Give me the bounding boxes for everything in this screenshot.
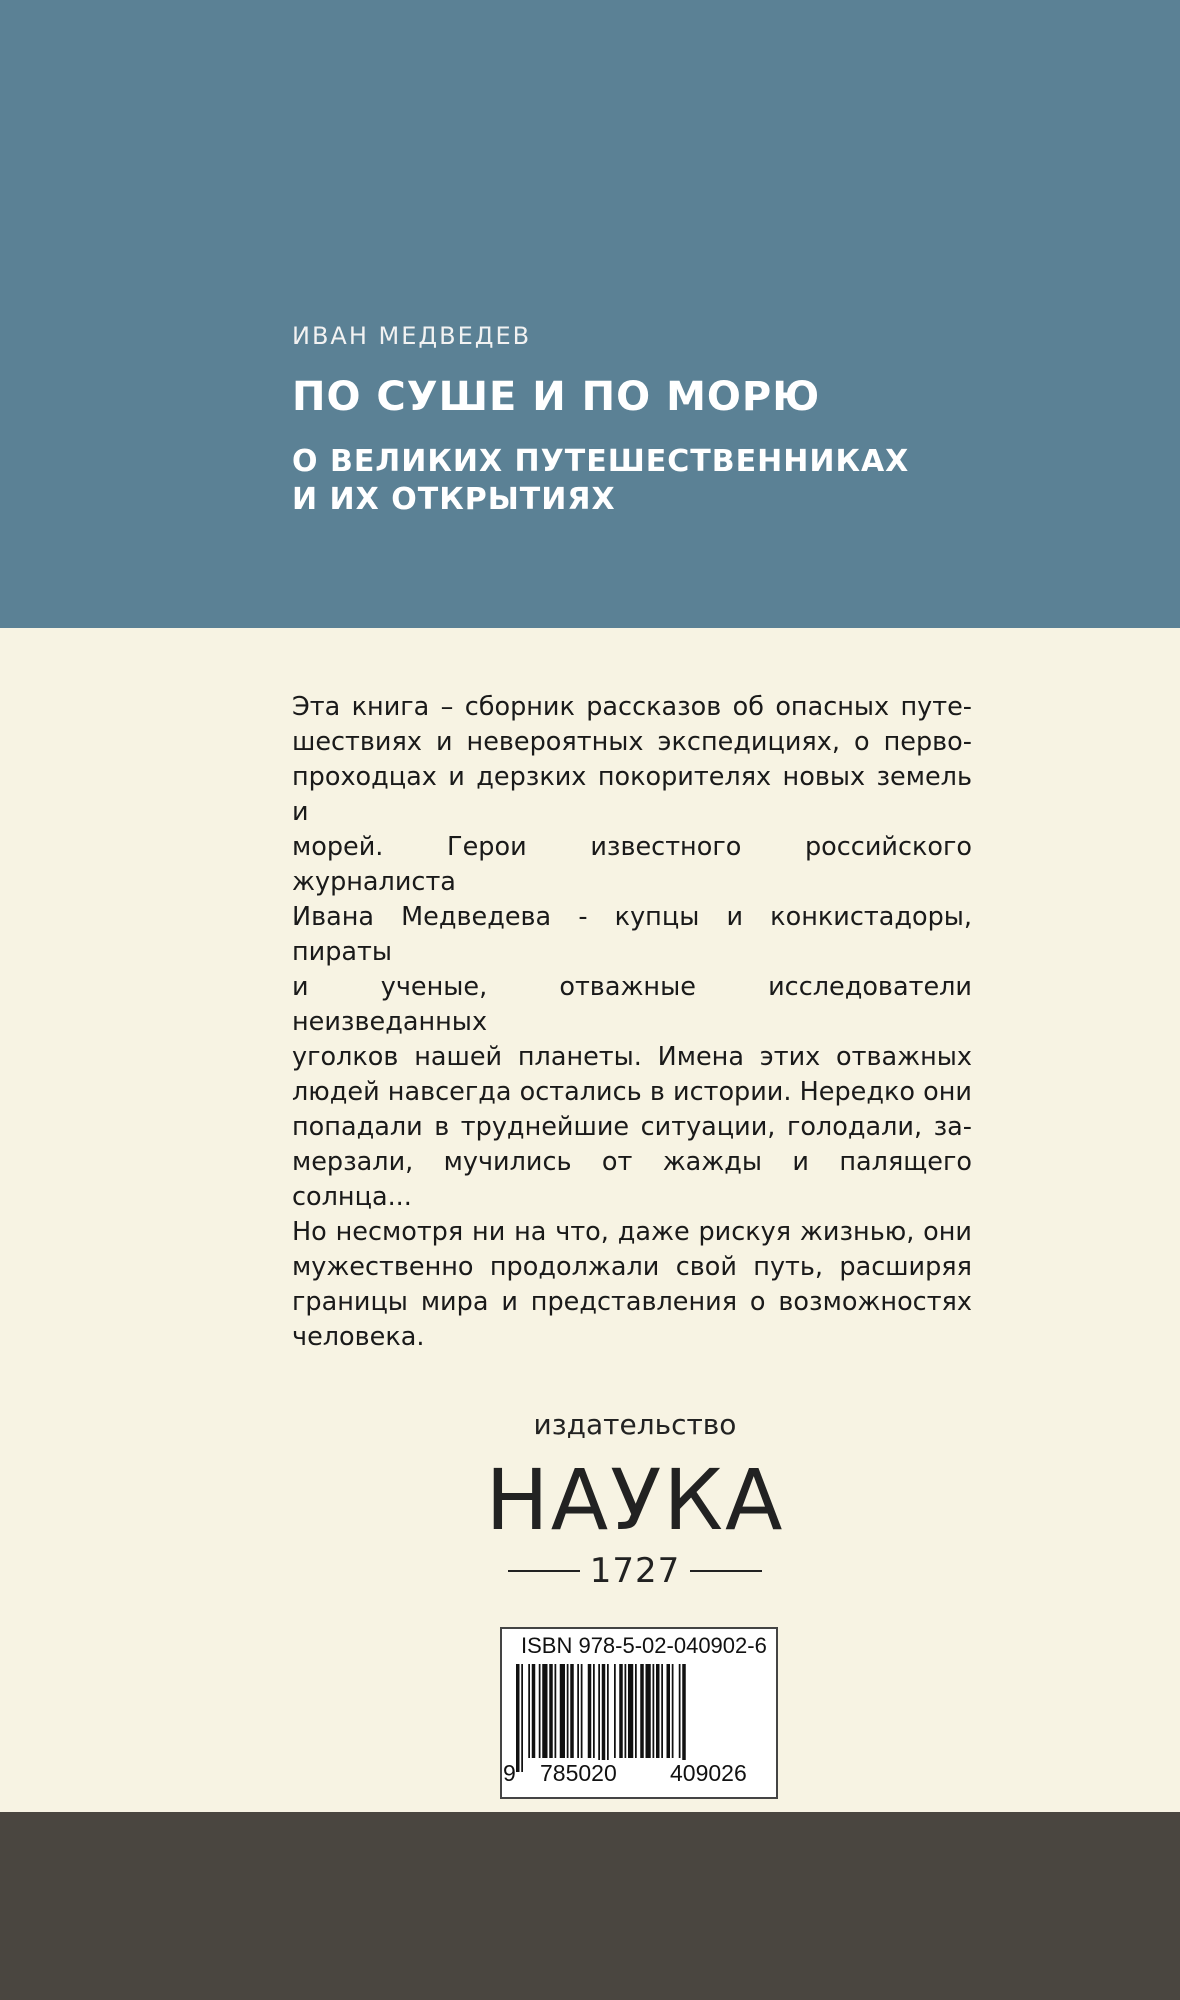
barcode-digits-right: 409026 <box>670 1760 747 1786</box>
isbn-text: ISBN 978-5-02-040902-6 <box>521 1633 767 1658</box>
barcode-bar <box>628 1664 633 1758</box>
barcode-bar <box>635 1664 637 1758</box>
barcode-bar <box>577 1664 579 1758</box>
barcode-bar <box>598 1664 600 1772</box>
barcode-bar <box>567 1664 569 1758</box>
barcode-bar <box>593 1664 595 1758</box>
barcode-bar <box>570 1664 574 1758</box>
description-line: Но несмотря ни на что, даже рискуя жизнью, они <box>292 1217 972 1247</box>
description-line: людей навсегда остались в истории. Нередко они <box>292 1077 972 1107</box>
description-line: попадали в труднейшие ситуации, голодали, за- <box>292 1112 972 1142</box>
description-line: и ученые, отважные исследователи неизведанных <box>292 972 972 1037</box>
description-line: человека. <box>292 1322 425 1352</box>
barcode-bar <box>640 1664 644 1758</box>
barcode-bar <box>607 1664 609 1772</box>
barcode-bar <box>588 1664 592 1758</box>
barcode-bar <box>672 1664 674 1758</box>
barcode-digits-left: 785020 <box>540 1760 617 1786</box>
book-description <box>292 690 972 1355</box>
barcode-bar <box>661 1664 663 1758</box>
year-rule-right <box>690 1570 762 1572</box>
barcode-bar <box>646 1664 651 1758</box>
publisher-label: издательство <box>533 1408 737 1441</box>
barcode-bar <box>614 1664 616 1758</box>
barcode-bar <box>656 1664 660 1758</box>
barcode-bar <box>667 1664 671 1758</box>
description-line: уголков нашей планеты. Имена этих отважных <box>292 1042 972 1072</box>
description-line: проходцах и дерзких покорителях новых земель и <box>292 762 972 827</box>
book-title: ПО СУШЕ И ПО МОРЮ <box>292 374 821 420</box>
barcode-bar <box>602 1664 606 1772</box>
author-name: ИВАН МЕДВЕДЕВ <box>292 322 532 350</box>
barcode-bar <box>539 1664 541 1758</box>
description-line: Ивана Медведева - купцы и конкистадоры, пираты <box>292 902 972 967</box>
cover-bottom-band <box>0 1812 1180 2000</box>
subtitle-line: О ВЕЛИКИХ ПУТЕШЕСТВЕННИКАХ <box>292 444 910 479</box>
description-line: мужественно продолжали свой путь, расширяя <box>292 1252 972 1282</box>
description-line: морей. Герои известного российского журналиста <box>292 832 972 897</box>
barcode-bar <box>555 1664 557 1758</box>
cover-top-band <box>0 0 1180 628</box>
year-rule-left <box>508 1570 580 1572</box>
publisher-year: 1727 <box>589 1551 681 1591</box>
barcode-bar <box>619 1664 623 1758</box>
barcode-bar <box>521 1664 523 1772</box>
barcode-bar <box>542 1664 547 1758</box>
description-line: Эта книга – сборник рассказов об опасных путе- <box>292 692 972 722</box>
barcode-bar <box>560 1664 565 1758</box>
barcode-bar <box>528 1664 530 1758</box>
subtitle-line: И ИХ ОТКРЫТИЯХ <box>292 482 616 517</box>
barcode-bar <box>532 1664 536 1758</box>
publisher-logo-name: НАУКА <box>485 1451 785 1549</box>
barcode-bar <box>679 1664 681 1758</box>
barcode-graphic <box>510 1664 766 1774</box>
barcode-bar <box>516 1664 520 1772</box>
barcode-digit-lead: 9 <box>503 1760 516 1786</box>
description-line: мерзали, мучились от жажды и палящего солнца... <box>292 1147 972 1212</box>
publisher-year-row <box>508 1550 762 1592</box>
description-line: границы мира и представления о возможностях <box>292 1287 972 1317</box>
barcode-bar <box>682 1664 686 1772</box>
barcode-bar <box>549 1664 553 1758</box>
book-subtitle <box>292 443 909 519</box>
barcode-bar <box>653 1664 655 1758</box>
barcode-bar <box>625 1664 627 1758</box>
barcode-bar <box>581 1664 583 1758</box>
description-line: шествиях и невероятных экспедициях, о перво- <box>292 727 972 757</box>
